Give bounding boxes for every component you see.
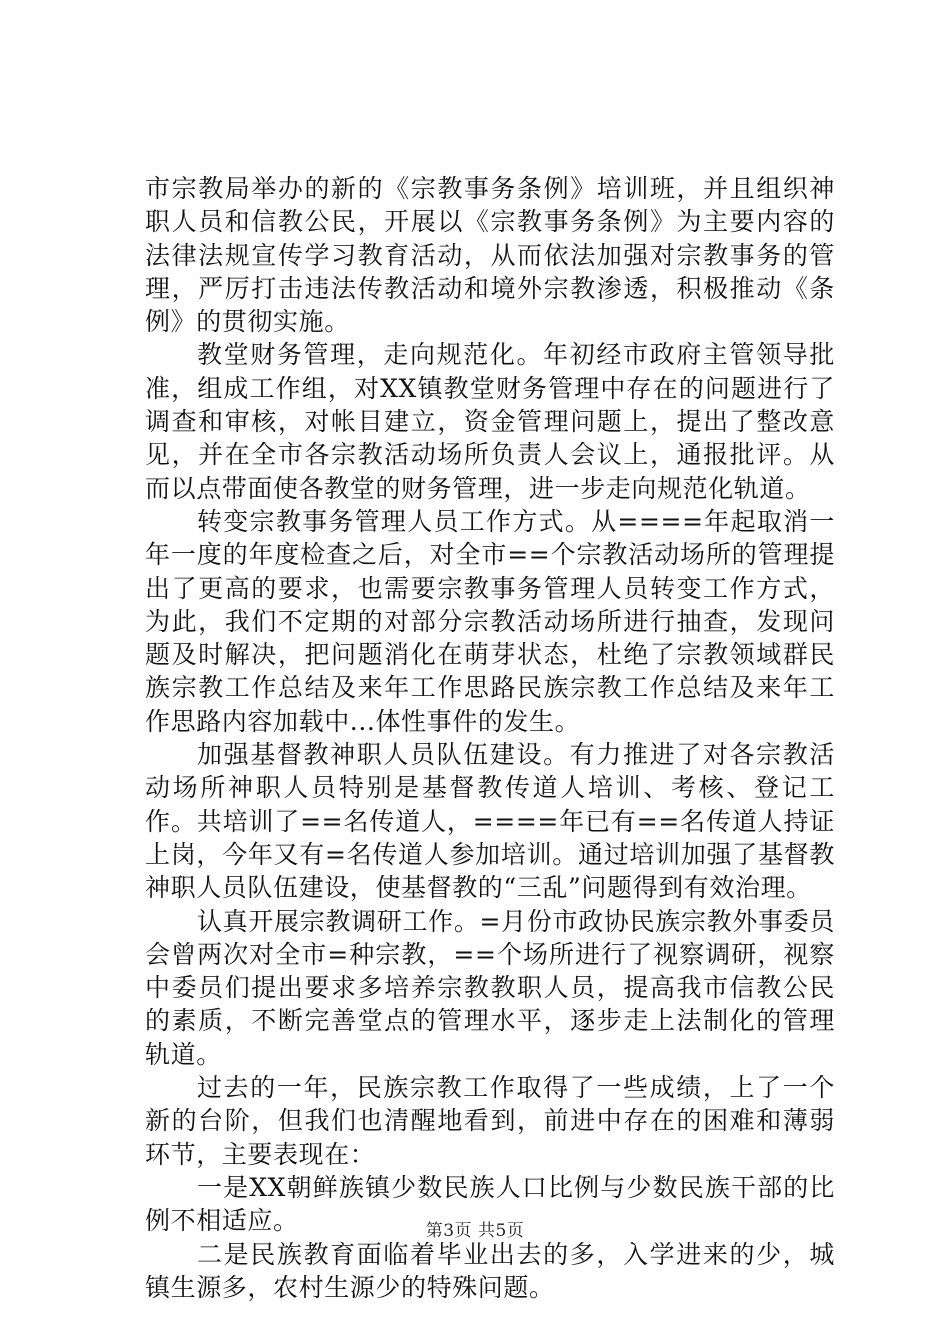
paragraph-past-year-summary: 过去的一年，民族宗教工作取得了一些成绩，上了一个新的台阶，但我们也清醒地看到，前进中存在的困难和薄弱环节，主要表现在： [145,1073,835,1169]
paragraph-church-finance: 教堂财务管理，走向规范化。年初经市政府主管领导批准，组成工作组，对XX镇教堂财务管理中存在的问题进行了调查和审核，对帐目建立，资金管理问题上，提出了整改意见，并在全市各宗教活动场所负责人会议上，通报批评。从而以点带面使各教堂的财务管理，进一步走向规范化轨道。 [145,340,835,503]
paragraph-clergy-building: 加强基督教神职人员队伍建设。有力推进了对各宗教活动场所神职人员特别是基督教传道人培训、考核、登记工作。共培训了==名传道人，====年已有==名传道人持证上岗，今年又有=名传道人参加培训。通过培训加强了基督教神职人员队伍建设，使基督教的“三乱”问题得到有效治理。 [145,740,835,903]
paragraph-research-work: 认真开展宗教调研工作。=月份市政协民族宗教外事委员会曾两次对全市=种宗教，==个场所进行了视察调研，视察中委员们提出要求多培养宗教教职人员，提高我市信教公民的素质，不断完善堂点的管理水平，逐步走上法制化的管理轨道。 [145,906,835,1069]
document-body [145,172,835,1304]
page-number-footer: 第3页 共5页 [425,1221,525,1241]
paragraph-issue-two: 二是民族教育面临着毕业出去的多，入学进来的少，城镇生源多，农村生源少的特殊问题。 [145,1239,835,1302]
paragraph-issue-one: 一是XX朝鲜族镇少数民族人口比例与少数民族干部的比例不相适应。 [145,1172,835,1236]
paragraph-continuation: 市宗教局举办的新的《宗教事务条例》培训班，并且组织神职人员和信教公民，开展以《宗教事务条例》为主要内容的法律法规宣传学习教育活动，从而依法加强对宗教事务的管理，严厉打击违法传教活动和境外宗教渗透，积极推动《条例》的贯彻实施。 [145,174,835,337]
paragraph-work-method: 转变宗教事务管理人员工作方式。从====年起取消一年一度的年度检查之后，对全市==个宗教活动场所的管理提出了更高的要求，也需要宗教事务管理人员转变工作方式，为此，我们不定期的对部分宗教活动场所进行抽查，发现问题及时解决，把问题消化在萌芽状态，杜绝了宗教领域群民族宗教工作总结及来年工作思路民族宗教工作总结及来年工作思路内容加载中...体性事件的发生。 [145,506,835,736]
